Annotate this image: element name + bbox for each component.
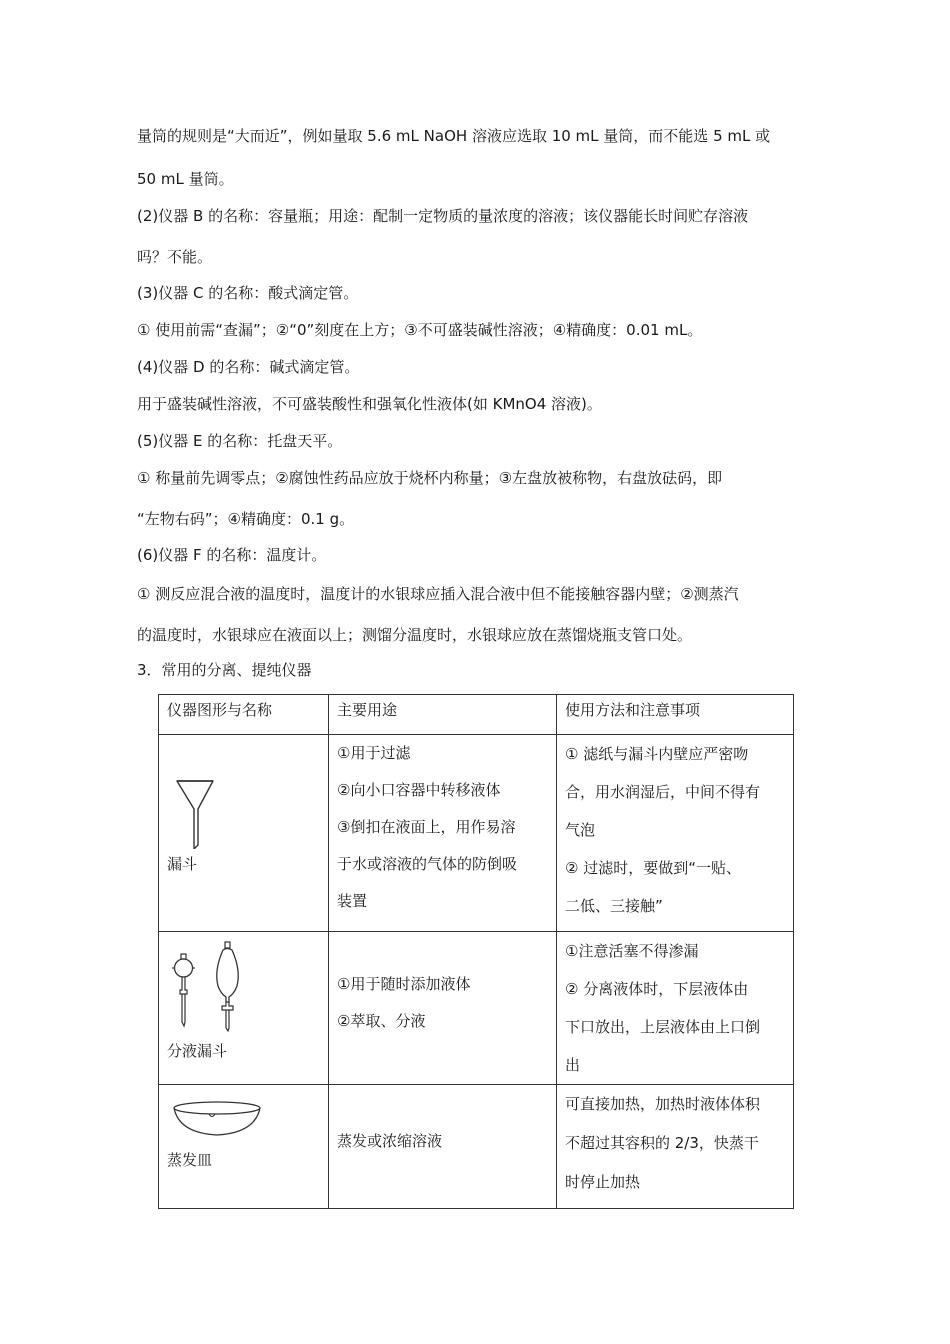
use-line: ③倒扣在液面上，用作易溶 (337, 818, 516, 836)
note-line: 可直接加热，加热时液体体积 (565, 1095, 761, 1113)
header-main-use: 主要用途 (329, 695, 557, 735)
paragraph-5: (4)仪器 D 的名称：碱式滴定管。 (137, 358, 360, 376)
figure-name-funnel: 漏斗 (167, 855, 198, 873)
note-line: 不超过其容积的 2/3，快蒸干 (565, 1134, 759, 1152)
use-line: ①用于随时添加液体 (337, 975, 471, 993)
figure-cell (159, 1085, 329, 1209)
note-line: ② 分离液体时，下层液体由 (565, 980, 749, 998)
note-line: 出 (565, 1056, 581, 1074)
section-heading: 3．常用的分离、提纯仪器 (137, 661, 312, 679)
evaporating-dish-icon (171, 1099, 263, 1139)
header-figure-name: 仪器图形与名称 (159, 695, 329, 735)
use-line: ①用于过滤 (337, 744, 411, 762)
notes-cell (557, 1085, 794, 1209)
note-line: 下口放出，上层液体由上口倒 (565, 1018, 761, 1036)
paragraph-10-line-1: ① 测反应混合液的温度时，温度计的水银球应插入混合液中但不能接触容器内壁；②测蒸汽 (137, 585, 739, 603)
note-line: 时停止加热 (565, 1173, 641, 1191)
paragraph-8-line-1: ① 称量前先调零点；②腐蚀性药品应放于烧杯内称量；③左盘放被称物，右盘放砝码，即 (137, 469, 723, 487)
use-line: 装置 (337, 892, 368, 910)
figure-cell (159, 735, 329, 932)
table-row (159, 932, 794, 1085)
header-usage-notes: 使用方法和注意事项 (557, 695, 794, 735)
paragraph-4: ① 使用前需“查漏”；②“0”刻度在上方；③不可盛装碱性溶液；④精确度：0.01 mL。 (137, 321, 703, 339)
paragraph-8-line-2: “左物右码”；④精确度：0.1 g。 (137, 510, 355, 528)
paragraph-7: (5)仪器 E 的名称：托盘天平。 (137, 432, 343, 450)
paragraph-10-line-2: 的温度时，水银球应在液面以上；测馏分温度时，水银球应放在蒸馏烧瓶支管口处。 (137, 626, 693, 644)
use-cell (329, 932, 557, 1085)
use-line: 于水或溶液的气体的防倒吸 (337, 855, 518, 873)
note-line: ①注意活塞不得渗漏 (565, 942, 699, 960)
note-line: ① 滤纸与漏斗内壁应严密吻 (565, 745, 749, 763)
note-line: 合，用水润湿后，中间不得有 (565, 783, 761, 801)
paragraph-3: (3)仪器 C 的名称：酸式滴定管。 (137, 284, 359, 302)
note-line: 二低、三接触” (565, 897, 663, 915)
figure-name-evaporating-dish: 蒸发皿 (167, 1151, 213, 1169)
use-cell (329, 1085, 557, 1209)
use-line: 蒸发或浓缩溶液 (337, 1132, 443, 1150)
table-row (159, 1085, 794, 1209)
note-line: 气泡 (565, 821, 596, 839)
use-line: ②萃取、分液 (337, 1012, 426, 1030)
note-line: ② 过滤时，要做到“一贴、 (565, 859, 741, 877)
paragraph-1-line-2: 50 mL 量筒。 (137, 170, 234, 188)
use-cell (329, 735, 557, 932)
notes-cell (557, 932, 794, 1085)
paragraph-2-line-2: 吗？不能。 (137, 248, 213, 266)
apparatus-table (158, 694, 794, 1209)
notes-cell (557, 735, 794, 932)
paragraph-9: (6)仪器 F 的名称：温度计。 (137, 546, 327, 564)
table-header-row (159, 695, 794, 735)
table-row (159, 735, 794, 932)
paragraph-2-line-1: (2)仪器 B 的名称：容量瓶；用途：配制一定物质的量浓度的溶液；该仪器能长时间贮存溶液 (137, 207, 749, 225)
paragraph-1-line-1: 量筒的规则是“大而近”，例如量取 5.6 mL NaOH 溶液应选取 10 mL 量筒，而不能选 5 mL 或 (137, 127, 771, 145)
paragraph-6: 用于盛装碱性溶液，不可盛装酸性和强氧化性液体(如 KMnO4 溶液)。 (137, 395, 602, 413)
figure-cell (159, 932, 329, 1085)
funnel-icon (175, 779, 215, 849)
figure-name-separatory-funnel: 分液漏斗 (167, 1042, 228, 1060)
use-line: ②向小口容器中转移液体 (337, 781, 501, 799)
separatory-funnel-icon (171, 940, 251, 1032)
